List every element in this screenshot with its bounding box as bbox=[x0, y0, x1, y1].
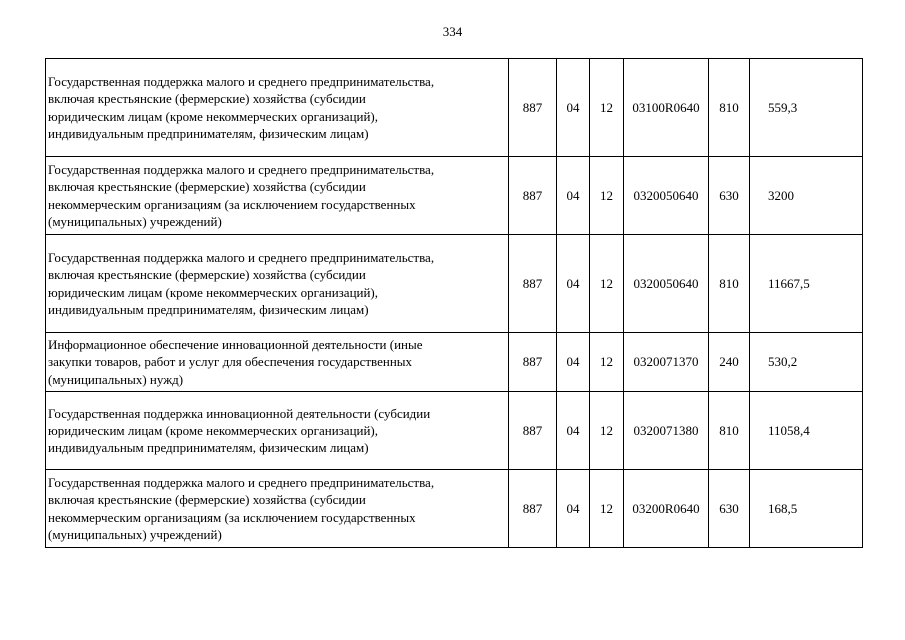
amount-cell: 3200 bbox=[750, 157, 863, 235]
target-article-cell: 0320050640 bbox=[624, 157, 709, 235]
target-article-cell: 0320071370 bbox=[624, 333, 709, 392]
description-line: (муниципальных) учреждений) bbox=[48, 213, 222, 229]
description-line: включая крестьянские (фермерские) хозяйства (субсидии bbox=[48, 492, 366, 508]
description-line: юридическим лицам (кроме некоммерческих организаций), bbox=[48, 422, 379, 438]
expense-type-cell: 630 bbox=[709, 470, 750, 548]
subsection-code-cell: 12 bbox=[590, 470, 624, 548]
expense-type-cell: 240 bbox=[709, 333, 750, 392]
table-row bbox=[46, 59, 863, 157]
description-line: Информационное обеспечение инновационной деятельности (иные bbox=[48, 337, 423, 353]
description-line: некоммерческим организациям (за исключением государственных bbox=[48, 509, 416, 525]
description-line: Государственная поддержка малого и среднего предпринимательства, bbox=[48, 73, 435, 89]
budget-table bbox=[45, 58, 863, 548]
table-row bbox=[46, 157, 863, 235]
description-line: (муниципальных) нужд) bbox=[48, 371, 184, 387]
amount-cell: 530,2 bbox=[750, 333, 863, 392]
description-line: юридическим лицам (кроме некоммерческих организаций), bbox=[48, 108, 379, 124]
table-row bbox=[46, 333, 863, 392]
subsection-code-cell: 12 bbox=[590, 157, 624, 235]
description-line: Государственная поддержка малого и среднего предпринимательства, bbox=[48, 161, 435, 177]
description-line: включая крестьянские (фермерские) хозяйства (субсидии bbox=[48, 91, 366, 107]
target-article-cell: 0320071380 bbox=[624, 392, 709, 470]
description-line: некоммерческим организациям (за исключением государственных bbox=[48, 196, 416, 212]
amount-cell: 11058,4 bbox=[750, 392, 863, 470]
expense-type-cell: 810 bbox=[709, 392, 750, 470]
description-cell bbox=[46, 235, 509, 333]
subsection-code-cell: 12 bbox=[590, 235, 624, 333]
ministry-code-cell: 887 bbox=[509, 157, 557, 235]
ministry-code-cell: 887 bbox=[509, 59, 557, 157]
description-cell bbox=[46, 333, 509, 392]
page-number: 334 bbox=[442, 24, 463, 39]
description-line: Государственная поддержка малого и среднего предпринимательства, bbox=[48, 249, 435, 265]
description-line: Государственная поддержка малого и среднего предпринимательства, bbox=[48, 474, 435, 490]
table-row bbox=[46, 235, 863, 333]
section-code-cell: 04 bbox=[557, 333, 590, 392]
expense-type-cell: 810 bbox=[709, 235, 750, 333]
description-line: индивидуальным предпринимателям, физическим лицам) bbox=[48, 125, 369, 141]
description-line: (муниципальных) учреждений) bbox=[48, 526, 222, 542]
amount-cell: 559,3 bbox=[750, 59, 863, 157]
description-line: Государственная поддержка инновационной деятельности (субсидии bbox=[48, 405, 431, 421]
expense-type-cell: 810 bbox=[709, 59, 750, 157]
amount-cell: 168,5 bbox=[750, 470, 863, 548]
table-row bbox=[46, 470, 863, 548]
section-code-cell: 04 bbox=[557, 470, 590, 548]
subsection-code-cell: 12 bbox=[590, 333, 624, 392]
section-code-cell: 04 bbox=[557, 235, 590, 333]
description-line: индивидуальным предпринимателям, физическим лицам) bbox=[48, 301, 369, 317]
target-article-cell: 03100R0640 bbox=[624, 59, 709, 157]
expense-type-cell: 630 bbox=[709, 157, 750, 235]
subsection-code-cell: 12 bbox=[590, 392, 624, 470]
ministry-code-cell: 887 bbox=[509, 235, 557, 333]
description-cell bbox=[46, 59, 509, 157]
description-line: индивидуальным предпринимателям, физическим лицам) bbox=[48, 440, 369, 456]
description-line: закупки товаров, работ и услуг для обеспечения государственных bbox=[48, 354, 413, 370]
target-article-cell: 0320050640 bbox=[624, 235, 709, 333]
amount-cell: 11667,5 bbox=[750, 235, 863, 333]
table-row bbox=[46, 392, 863, 470]
subsection-code-cell: 12 bbox=[590, 59, 624, 157]
section-code-cell: 04 bbox=[557, 157, 590, 235]
ministry-code-cell: 887 bbox=[509, 392, 557, 470]
description-cell bbox=[46, 470, 509, 548]
description-cell bbox=[46, 157, 509, 235]
ministry-code-cell: 887 bbox=[509, 470, 557, 548]
description-line: включая крестьянские (фермерские) хозяйства (субсидии bbox=[48, 267, 366, 283]
ministry-code-cell: 887 bbox=[509, 333, 557, 392]
target-article-cell: 03200R0640 bbox=[624, 470, 709, 548]
section-code-cell: 04 bbox=[557, 392, 590, 470]
section-code-cell: 04 bbox=[557, 59, 590, 157]
description-line: юридическим лицам (кроме некоммерческих организаций), bbox=[48, 284, 379, 300]
description-cell bbox=[46, 392, 509, 470]
description-line: включая крестьянские (фермерские) хозяйства (субсидии bbox=[48, 179, 366, 195]
